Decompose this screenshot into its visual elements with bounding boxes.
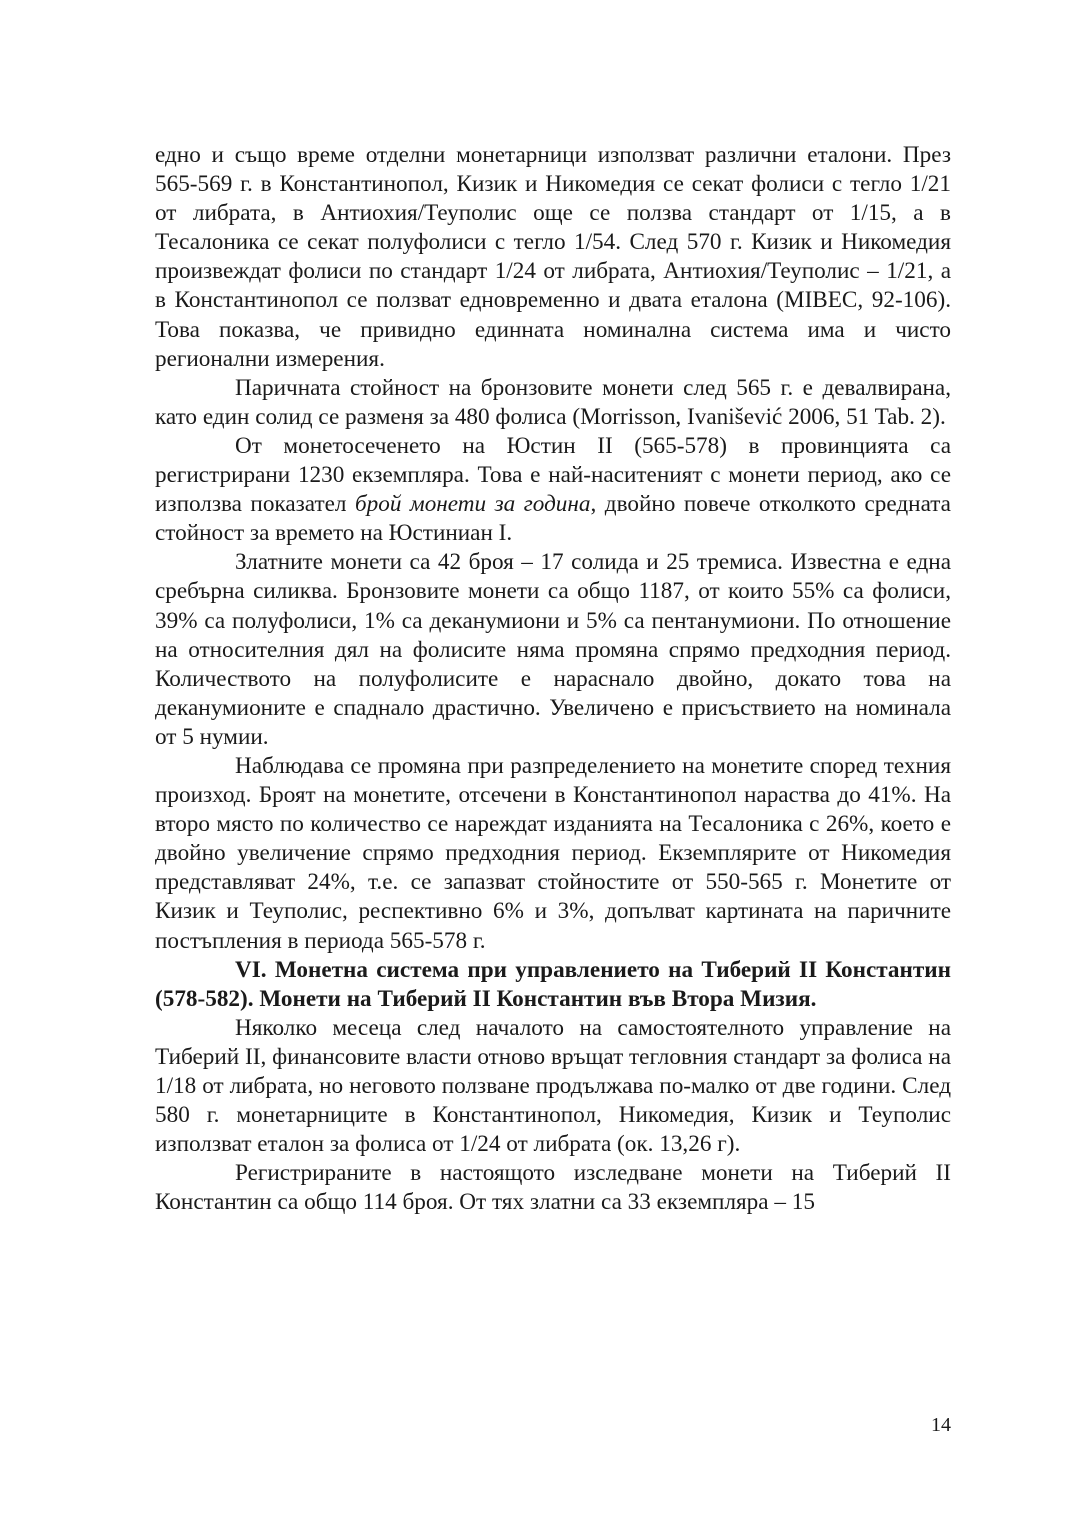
paragraph-denominations: Златните монети са 42 броя – 17 солида и 25 тремиса. Известна е една сребърна силиква. Бронзовите монети са общо 1187, от които 55% са фолиси, 39% са полуфолиси, 1% са деканумиони и 5% са пентанумиони. По отношение на относителния дял на фолисите няма промяна спрямо предходния период. Количеството на полуфолисите е нараснало двойно, докато това на деканумионите е спаднало драстично. Увеличено е присъствието на номинала от 5 нумии. [155,549,951,750]
paragraph-mint-distribution: Наблюдава се промяна при разпределението на монетите според техния произход. Броят на монетите, отсечени в Константинопол нараства до 41%. На второ място по количество се нареждат изданията на Тесалоника с 26%, което е двойно увеличение спрямо предходния период. Екземплярите от Никомедия представляват 24%, т.е. се запазват стойностите от 550-565 г. Монетите от Кизик и Теуполис, респективно 6% и 3%, допълват картината на паричните постъпления в периода 565-578 г. [155,752,951,954]
paragraph-text: , двойно повече отколкото средната стойност за времето на Юстиниан I. [155,491,951,547]
paragraph-tiberius-coins: Регистрираните в настоящото изследване монети на Тиберий II Константин са общо 114 броя. От тях златни са 33 екземпляра – 15 [155,1160,951,1216]
paragraph-tiberius-standard: Няколко месеца след началото на самостоятелното управление на Тиберий II, финансовите власти отново връщат тегловния стандарт за фолиса на 1/18 от либрата, но неговото ползване продължава по-малко от две години. След 580 г. монетарниците в Константинопол, Никомедия, Кизик и Теуполис използват еталон за фолиса от 1/24 от либрата (ок. 13,26 г). [155,1014,951,1158]
paragraph-text: От монетосеченето на Юстин II (565-578) в провинцията са регистрирани 1230 екземпляра. Това е най-наситеният с монети период, ако се използва показател [155,432,951,518]
paragraph-mint-standards: едно и също време отделни монетарници използват различни еталони. През 565-569 г. в Константинопол, Кизик и Никомедия се секат фолиси с тегло 1/21 от либрата, в Антиохия/Теуполис още се ползва стандарт от 1/15, а в Тесалоника се секат полуфолиси с тегло 1/54. След 570 г. Кизик и Никомедия произвеждат фолиси по стандарт 1/24 от либрата, Антиохия/Теуполис – 1/21, а в Константинопол се ползват едновременно и двата еталона (MIBEC, 92-106). Това показва, че привидно единната номинална система има и чисто регионални измерения. [155,142,951,372]
page-number: 14 [931,1414,951,1436]
paragraph-devaluation: Паричната стойност на бронзовите монети след 565 г. е девалвирана, като един солид се разменя за 480 фолиса (Morrisson, Ivanišević 2006, 51 Tab. 2). [155,374,951,430]
document-body [155,141,951,1217]
italic-term: брой монети за година [354,491,591,518]
paragraph-justin-ii-coinage [155,432,951,548]
section-heading: VI. Монетна система при управлението на Тиберий II Константин (578-582). Монети на Тиберий II Константин във Втора Мизия. [155,956,951,1012]
